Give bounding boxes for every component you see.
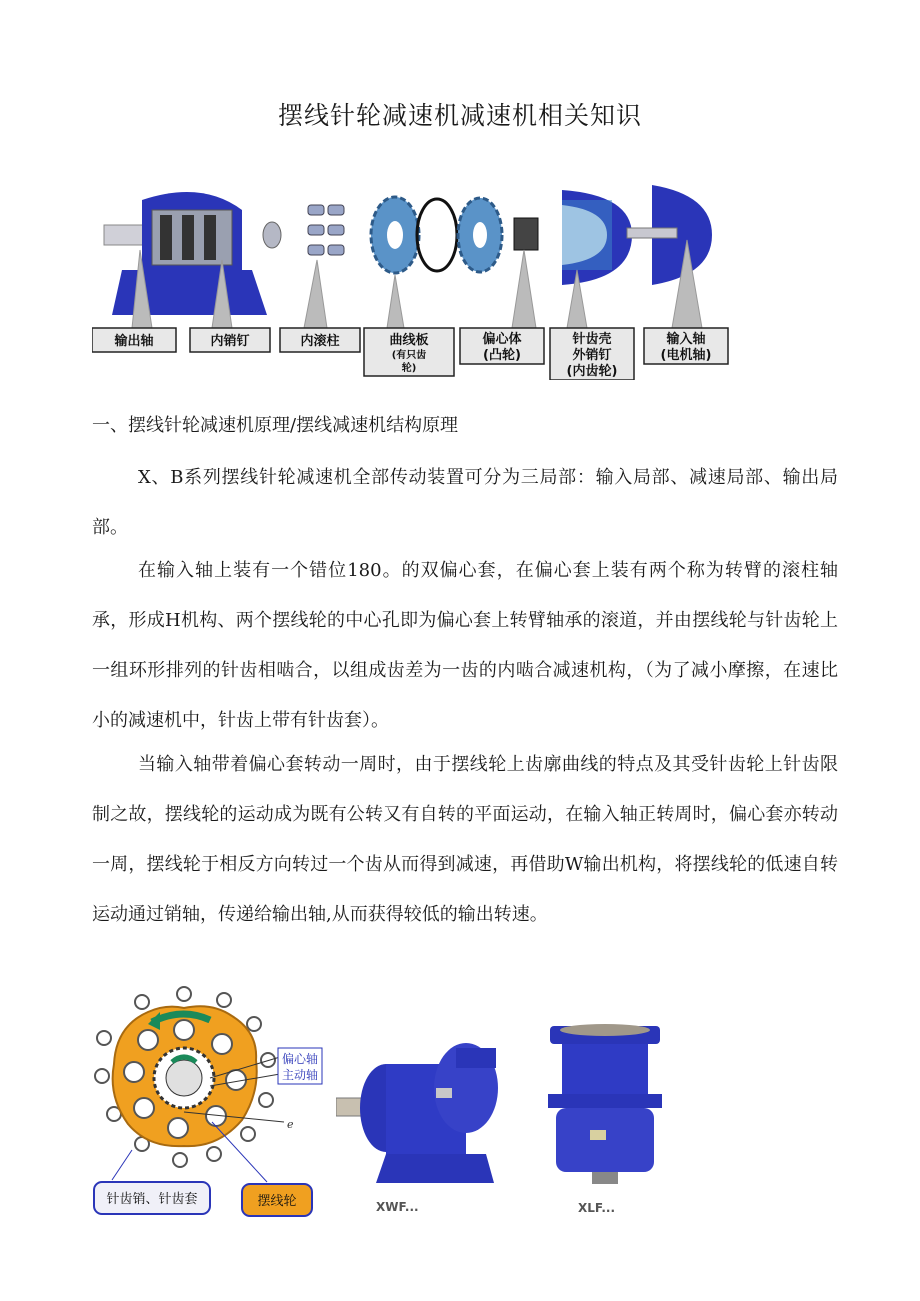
horizontal-reducer-figure (336, 1028, 526, 1223)
inner-roller-image (308, 205, 344, 255)
label-pin-housing-line1: 针齿壳 (572, 332, 612, 347)
label-inner-pin: 内销钉 (210, 334, 250, 349)
document-title: 摆线针轮减速机减速机相关知识 (277, 101, 642, 130)
drive-shaft-label: 主动轴 (281, 1068, 319, 1082)
principle-diagram-figure (92, 982, 332, 1222)
paragraph: 在输入轴上装有一个错位180。的双偏心套，在偏心套上装有两个称为转臂的滚柱轴承，形成H机构、两个摆线轮的中心孔即为偏心套上转臂轴承的滚道，并由摆线轮与针齿轮上一组环形排列的针齿相啮合，以组成齿差为一齿的内啮合减速机构，（为了减小摩擦，在速比小的减速机中，针齿上带有针齿套）。 (92, 560, 838, 731)
label-input-shaft-line2: (电机轴) (660, 348, 712, 363)
horizontal-model-label: XWF... (376, 1200, 419, 1214)
eccentric-shaft-label: 偏心轴 (281, 1052, 319, 1066)
paragraph: 当输入轴带着偏心套转动一周时，由于摆线轮上齿廓曲线的特点及其受针齿轮上针齿限制之故，摆线轮的运动成为既有公转又有自转的平面运动，在输入轴正转周时，偏心套亦转动一周，摆线轮于相反方向转过一个齿从而得到减速，再借助W输出机构，将摆线轮的低速自转运动通过销轴，传递给输出轴,从而获得较低的输出转速。 (92, 754, 838, 925)
paragraph: X、B系列摆线针轮减速机全部传动装置可分为三局部：输入局部、减速局部、输出局部。 (92, 467, 838, 538)
label-input-shaft-line1: 输入轴 (666, 332, 706, 347)
label-cycloid-disc-line3: 轮) (401, 363, 417, 374)
reducer-housing-image (104, 192, 267, 315)
section-heading: 一、摆线针轮减速机原理/摆线减速机结构原理 (92, 415, 459, 436)
vertical-model-label: XLF... (578, 1201, 616, 1215)
label-eccentric-line2: (凸轮) (483, 348, 521, 363)
eccentricity-symbol: e (287, 1118, 294, 1131)
eccentric-image (514, 218, 538, 250)
label-cycloid-disc-line1: 曲线板 (389, 333, 429, 348)
exploded-view-figure (92, 180, 734, 380)
vertical-reducer-figure (540, 1020, 670, 1225)
cycloid-callout-label: 摆线轮 (257, 1194, 297, 1209)
label-pin-housing-line2: 外销钉 (572, 348, 612, 363)
label-eccentric-line1: 偏心体 (482, 332, 522, 347)
pin-callout-label: 针齿销、针齿套 (106, 1192, 198, 1207)
label-inner-roller: 内滚柱 (300, 334, 340, 349)
label-pin-housing-line3: (内齿轮) (566, 364, 618, 379)
label-output-shaft: 输出轴 (114, 334, 154, 349)
label-cycloid-disc-line2: (有只齿 (391, 350, 427, 361)
